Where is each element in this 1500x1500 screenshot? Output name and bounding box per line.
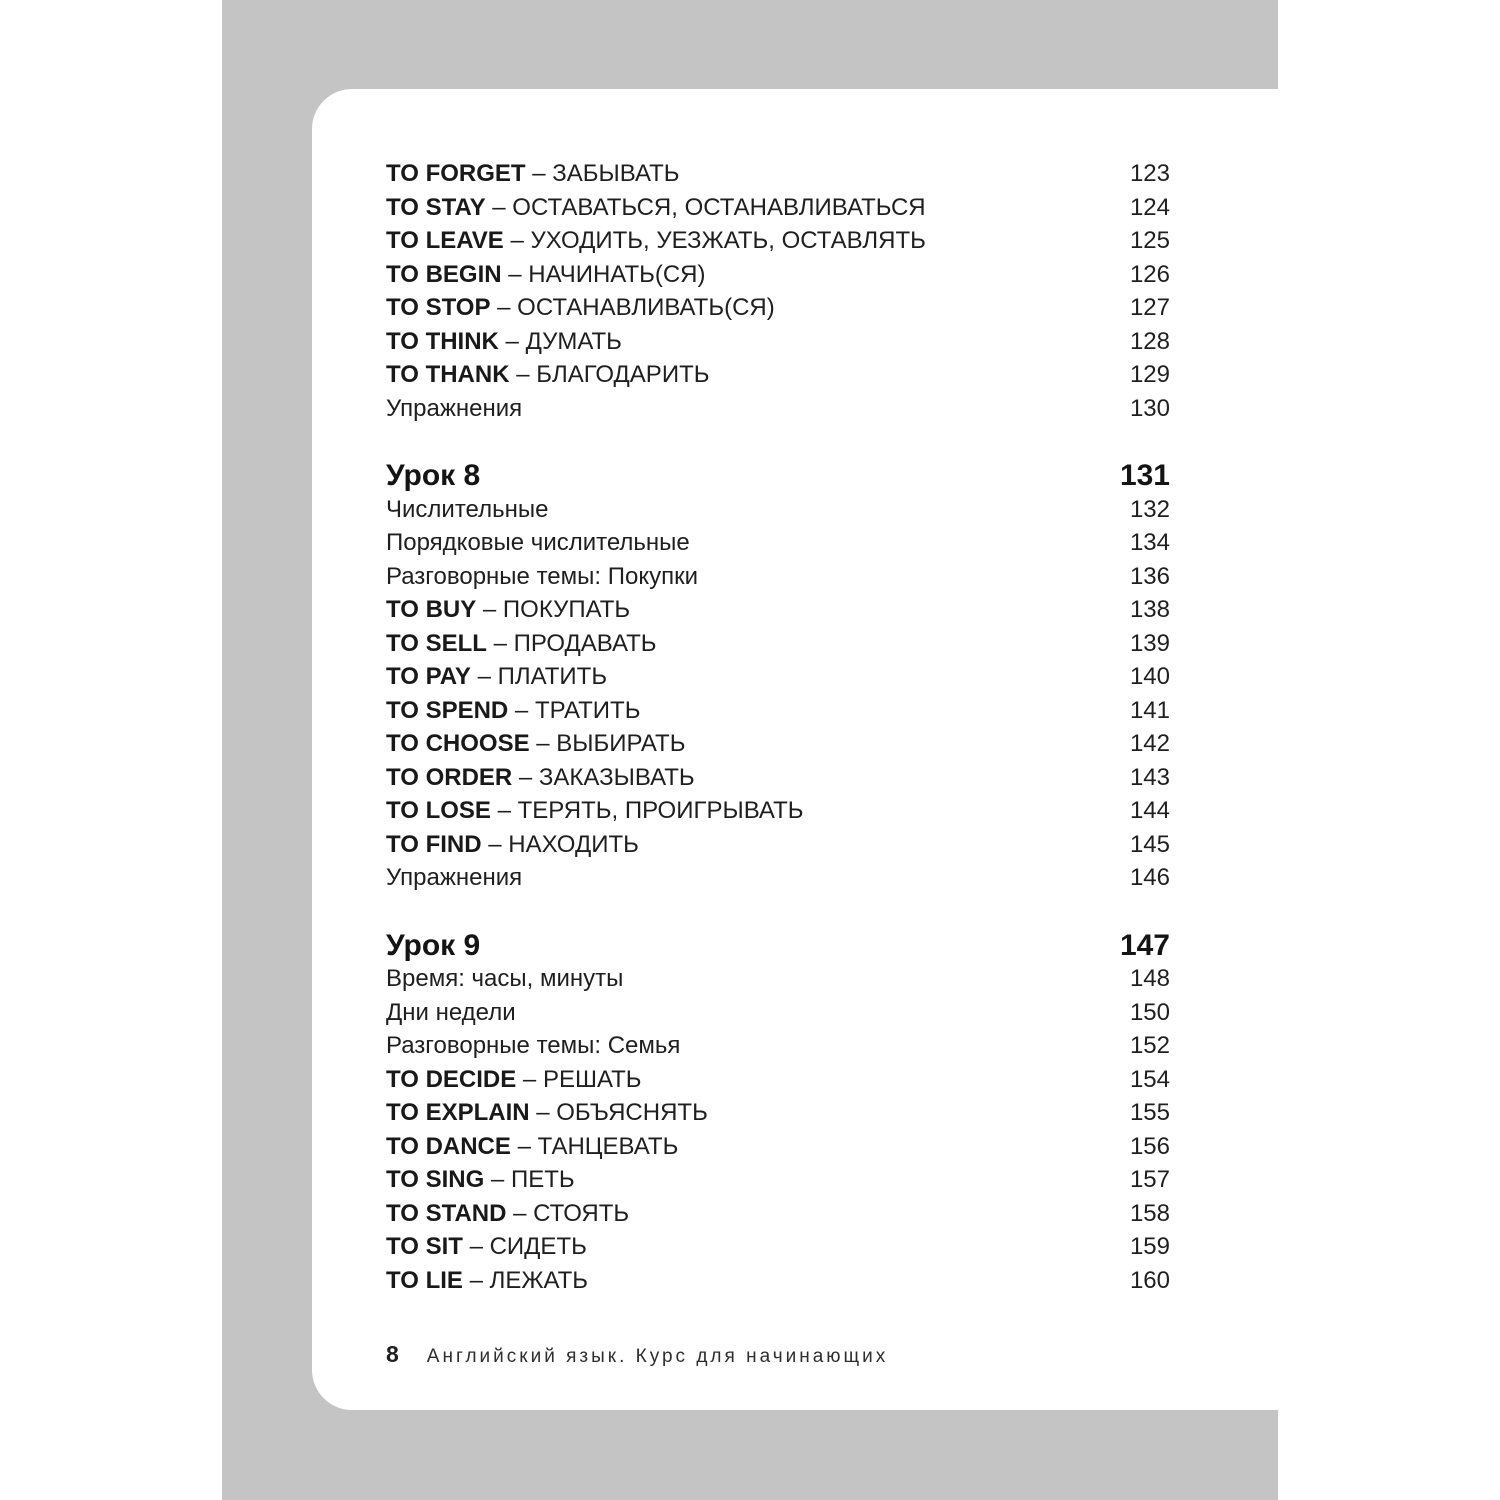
toc-entry-label: Разговорные темы: Покупки: [386, 562, 698, 590]
toc-entry-translation: СИДЕТЬ: [489, 1233, 587, 1260]
toc-entry-page-number: 157: [1129, 1166, 1170, 1193]
toc-entry: [386, 1130, 1170, 1164]
toc-entry-dash: –: [462, 1266, 490, 1294]
toc-entry-term: TO STAND: [386, 1199, 507, 1227]
toc-entry: [386, 1264, 1170, 1298]
toc-entry-term: TO BEGIN: [386, 260, 502, 288]
toc-entry-translation: НАЧИНАТЬ(СЯ): [528, 260, 706, 288]
toc-entry-page-number: 154: [1129, 1065, 1170, 1093]
toc-entry: [386, 224, 1170, 258]
toc-entry-page-number: 145: [1129, 830, 1170, 858]
toc-entry-translation: ДУМАТЬ: [525, 327, 622, 355]
toc-entry-term: TO ORDER: [386, 763, 513, 791]
toc-entry-dash: –: [529, 1099, 557, 1126]
toc-entry-term: TO FIND: [386, 830, 482, 858]
toc-entry-page-number: 123: [1129, 160, 1170, 187]
toc-entry-page-number: 132: [1129, 495, 1170, 523]
toc-entry-page-number: 134: [1129, 529, 1170, 556]
section-heading-page-number: 131: [1119, 459, 1170, 492]
toc-entry-term: TO LEAVE: [386, 227, 504, 254]
toc-entry: [386, 694, 1170, 728]
toc-entry-translation: ВЫБИРАТЬ: [556, 730, 686, 757]
toc-entry-dash: –: [512, 763, 539, 791]
toc-entry-term: TO FORGET: [386, 160, 526, 187]
toc-entry-label: [386, 761, 695, 795]
toc-entry-page-number: 158: [1129, 1199, 1170, 1227]
toc-entry-term: TO LOSE: [386, 797, 491, 824]
toc-entry-page-number: 150: [1129, 998, 1170, 1026]
toc-entry-dash: –: [506, 1199, 534, 1227]
toc-entry: [386, 392, 1170, 426]
toc-entry-label: Числительные: [386, 495, 549, 523]
toc-entry-translation: ТАНЦЕВАТЬ: [537, 1132, 679, 1160]
toc-entry-term: TO THANK: [386, 361, 510, 388]
toc-entry-dash: –: [498, 327, 526, 355]
toc-entry-page-number: 139: [1129, 629, 1170, 657]
page-footer: [386, 1341, 1170, 1368]
toc-entry-page-number: 136: [1129, 562, 1170, 590]
toc-entry-dash: –: [485, 193, 513, 221]
toc-entry: [386, 1163, 1170, 1197]
toc-entry: [386, 560, 1170, 594]
toc-entry-translation: ЗАКАЗЫВАТЬ: [538, 763, 695, 791]
toc-entry-dash: –: [462, 1233, 490, 1260]
toc-entry-label: [386, 660, 607, 694]
section-heading-page-number: 147: [1119, 928, 1170, 962]
toc-entry-translation: НАХОДИТЬ: [508, 830, 639, 858]
toc-entry-translation: ТРАТИТЬ: [534, 696, 641, 724]
toc-entry-label: Порядковые числительные: [386, 529, 690, 556]
toc-entry: [386, 828, 1170, 862]
toc-entry-dash: –: [490, 294, 518, 321]
toc-entry-translation: ОБЪЯСНЯТЬ: [556, 1099, 708, 1126]
toc-entry-label: [386, 794, 803, 828]
footer-book-title: Английский язык. Курс для начинающих: [426, 1346, 889, 1367]
toc-section-heading: [386, 459, 1170, 493]
toc-entry-page-number: 152: [1129, 1032, 1170, 1059]
toc-entry: [386, 358, 1170, 392]
toc-entry-label: Дни недели: [386, 998, 516, 1026]
toc-entry-page-number: 128: [1129, 327, 1170, 355]
toc-entry-translation: ОСТАНАВЛИВАТЬ(СЯ): [517, 294, 775, 321]
toc-entry: [386, 493, 1170, 527]
toc-entry-translation: ПРОДАВАТЬ: [513, 629, 657, 657]
footer-page-number: 8: [386, 1341, 399, 1367]
toc-entry: [386, 761, 1170, 795]
toc-entry-label: [386, 1063, 642, 1097]
book-page: [312, 89, 1500, 1410]
toc-entry-label: [386, 1230, 587, 1264]
toc-entry-dash: –: [501, 260, 529, 288]
toc-entry-page-number: 140: [1129, 663, 1170, 690]
toc-entry-translation: ЛЕЖАТЬ: [489, 1266, 589, 1294]
toc-entry-page-number: 159: [1129, 1233, 1170, 1260]
toc-entry: [386, 861, 1170, 895]
table-of-contents: [386, 157, 1170, 1297]
toc-entry-page-number: 129: [1129, 361, 1170, 388]
toc-entry: [386, 794, 1170, 828]
toc-entry-term: TO CHOOSE: [386, 730, 530, 757]
toc-entry: [386, 1063, 1170, 1097]
toc-entry: [386, 1096, 1170, 1130]
toc-entry-label: [386, 627, 656, 661]
toc-entry-dash: –: [503, 227, 531, 254]
toc-entry-label: [386, 191, 926, 225]
toc-entry-term: TO STAY: [386, 193, 486, 221]
toc-entry: [386, 191, 1170, 225]
toc-entry-dash: –: [470, 663, 498, 690]
toc-section-heading: [386, 929, 1170, 963]
toc-entry-label: Разговорные темы: Семья: [386, 1032, 681, 1059]
toc-entry-term: TO STOP: [386, 294, 491, 321]
toc-entry: [386, 325, 1170, 359]
toc-entry: [386, 962, 1170, 996]
toc-entry-page-number: 125: [1129, 227, 1170, 254]
toc-entry-page-number: 130: [1129, 394, 1170, 422]
toc-entry-translation: ОСТАВАТЬСЯ, ОСТАНАВЛИВАТЬСЯ: [512, 193, 926, 221]
toc-entry-dash: –: [516, 1065, 543, 1093]
toc-entry-page-number: 144: [1129, 797, 1170, 824]
toc-entry: [386, 996, 1170, 1030]
toc-entry: [386, 727, 1170, 761]
toc-entry-label: [386, 1264, 588, 1298]
toc-entry-dash: –: [510, 1132, 538, 1160]
toc-entry-page-number: 146: [1129, 864, 1170, 891]
toc-entry-page-number: 124: [1129, 193, 1170, 221]
toc-entry-label: Время: часы, минуты: [386, 965, 624, 992]
toc-entry-term: TO DECIDE: [386, 1065, 517, 1093]
section-heading-label: Урок 8: [386, 459, 481, 492]
toc-entry-term: TO EXPLAIN: [386, 1099, 530, 1126]
toc-entry-page-number: 148: [1129, 965, 1170, 992]
toc-entry-term: TO SING: [386, 1166, 485, 1193]
toc-entry-label: [386, 224, 926, 258]
toc-entry: [386, 291, 1170, 325]
toc-entry-term: TO PAY: [386, 663, 471, 690]
toc-entry-page-number: 126: [1129, 260, 1170, 288]
toc-entry-label: Упражнения: [386, 394, 523, 422]
toc-entry-label: [386, 1130, 678, 1164]
toc-entry-translation: РЕШАТЬ: [542, 1065, 642, 1093]
toc-entry-translation: УХОДИТЬ, УЕЗЖАТЬ, ОСТАВЛЯТЬ: [530, 227, 926, 254]
toc-entry: [386, 526, 1170, 560]
toc-entry-page-number: 127: [1129, 294, 1170, 321]
section-heading-label: Урок 9: [386, 928, 481, 962]
toc-entry-translation: БЛАГОДАРИТЬ: [536, 361, 710, 388]
toc-entry-page-number: 156: [1129, 1132, 1170, 1160]
toc-entry-term: TO DANCE: [386, 1132, 511, 1160]
toc-entry-label: [386, 1163, 575, 1197]
toc-entry-label: [386, 1197, 629, 1231]
toc-entry-dash: –: [486, 629, 514, 657]
toc-entry-dash: –: [490, 797, 518, 824]
toc-entry: [386, 1230, 1170, 1264]
toc-entry-translation: ПЛАТИТЬ: [497, 663, 608, 690]
toc-entry-term: TO SELL: [386, 629, 487, 657]
toc-entry: [386, 627, 1170, 661]
toc-entry-term: TO BUY: [386, 596, 477, 623]
toc-entry-term: TO THINK: [386, 327, 499, 355]
toc-entry: [386, 157, 1170, 191]
toc-entry: [386, 1197, 1170, 1231]
toc-entry: [386, 258, 1170, 292]
toc-entry-dash: –: [509, 361, 537, 388]
toc-entry-term: TO SIT: [386, 1233, 463, 1260]
toc-entry-label: [386, 828, 639, 862]
toc-entry-translation: СТОЯТЬ: [533, 1199, 630, 1227]
toc-entry: [386, 660, 1170, 694]
toc-entry-dash: –: [525, 160, 553, 187]
toc-entry-label: [386, 258, 706, 292]
toc-entry-page-number: 155: [1129, 1099, 1170, 1126]
toc-entry-label: [386, 325, 622, 359]
toc-entry-label: [386, 291, 775, 325]
toc-entry: [386, 1029, 1170, 1063]
toc-entry-term: TO LIE: [386, 1266, 463, 1294]
toc-entry-label: [386, 358, 709, 392]
toc-entry-translation: ПЕТЬ: [510, 1166, 575, 1193]
toc-entry-dash: –: [476, 596, 503, 623]
toc-entry-term: TO SPEND: [386, 696, 509, 724]
toc-entry-dash: –: [508, 696, 535, 724]
toc-entry-dash: –: [481, 830, 509, 858]
toc-entry-label: [386, 1096, 708, 1130]
toc-entry-dash: –: [529, 730, 557, 757]
toc-entry-page-number: 138: [1129, 596, 1170, 623]
toc-entry-label: [386, 593, 630, 627]
toc-entry-dash: –: [484, 1166, 511, 1193]
toc-entry-page-number: 160: [1129, 1266, 1170, 1294]
toc-entry: [386, 593, 1170, 627]
toc-entry-translation: ПОКУПАТЬ: [502, 596, 631, 623]
toc-entry-page-number: 143: [1129, 763, 1170, 791]
toc-entry-label: [386, 157, 680, 191]
toc-entry-label: [386, 727, 685, 761]
toc-entry-translation: ТЕРЯТЬ, ПРОИГРЫВАТЬ: [517, 797, 804, 824]
toc-entry-label: [386, 694, 640, 728]
toc-entry-label: Упражнения: [386, 864, 523, 891]
toc-entry-page-number: 142: [1129, 730, 1170, 757]
toc-entry-page-number: 141: [1129, 696, 1170, 724]
toc-entry-translation: ЗАБЫВАТЬ: [552, 160, 680, 187]
